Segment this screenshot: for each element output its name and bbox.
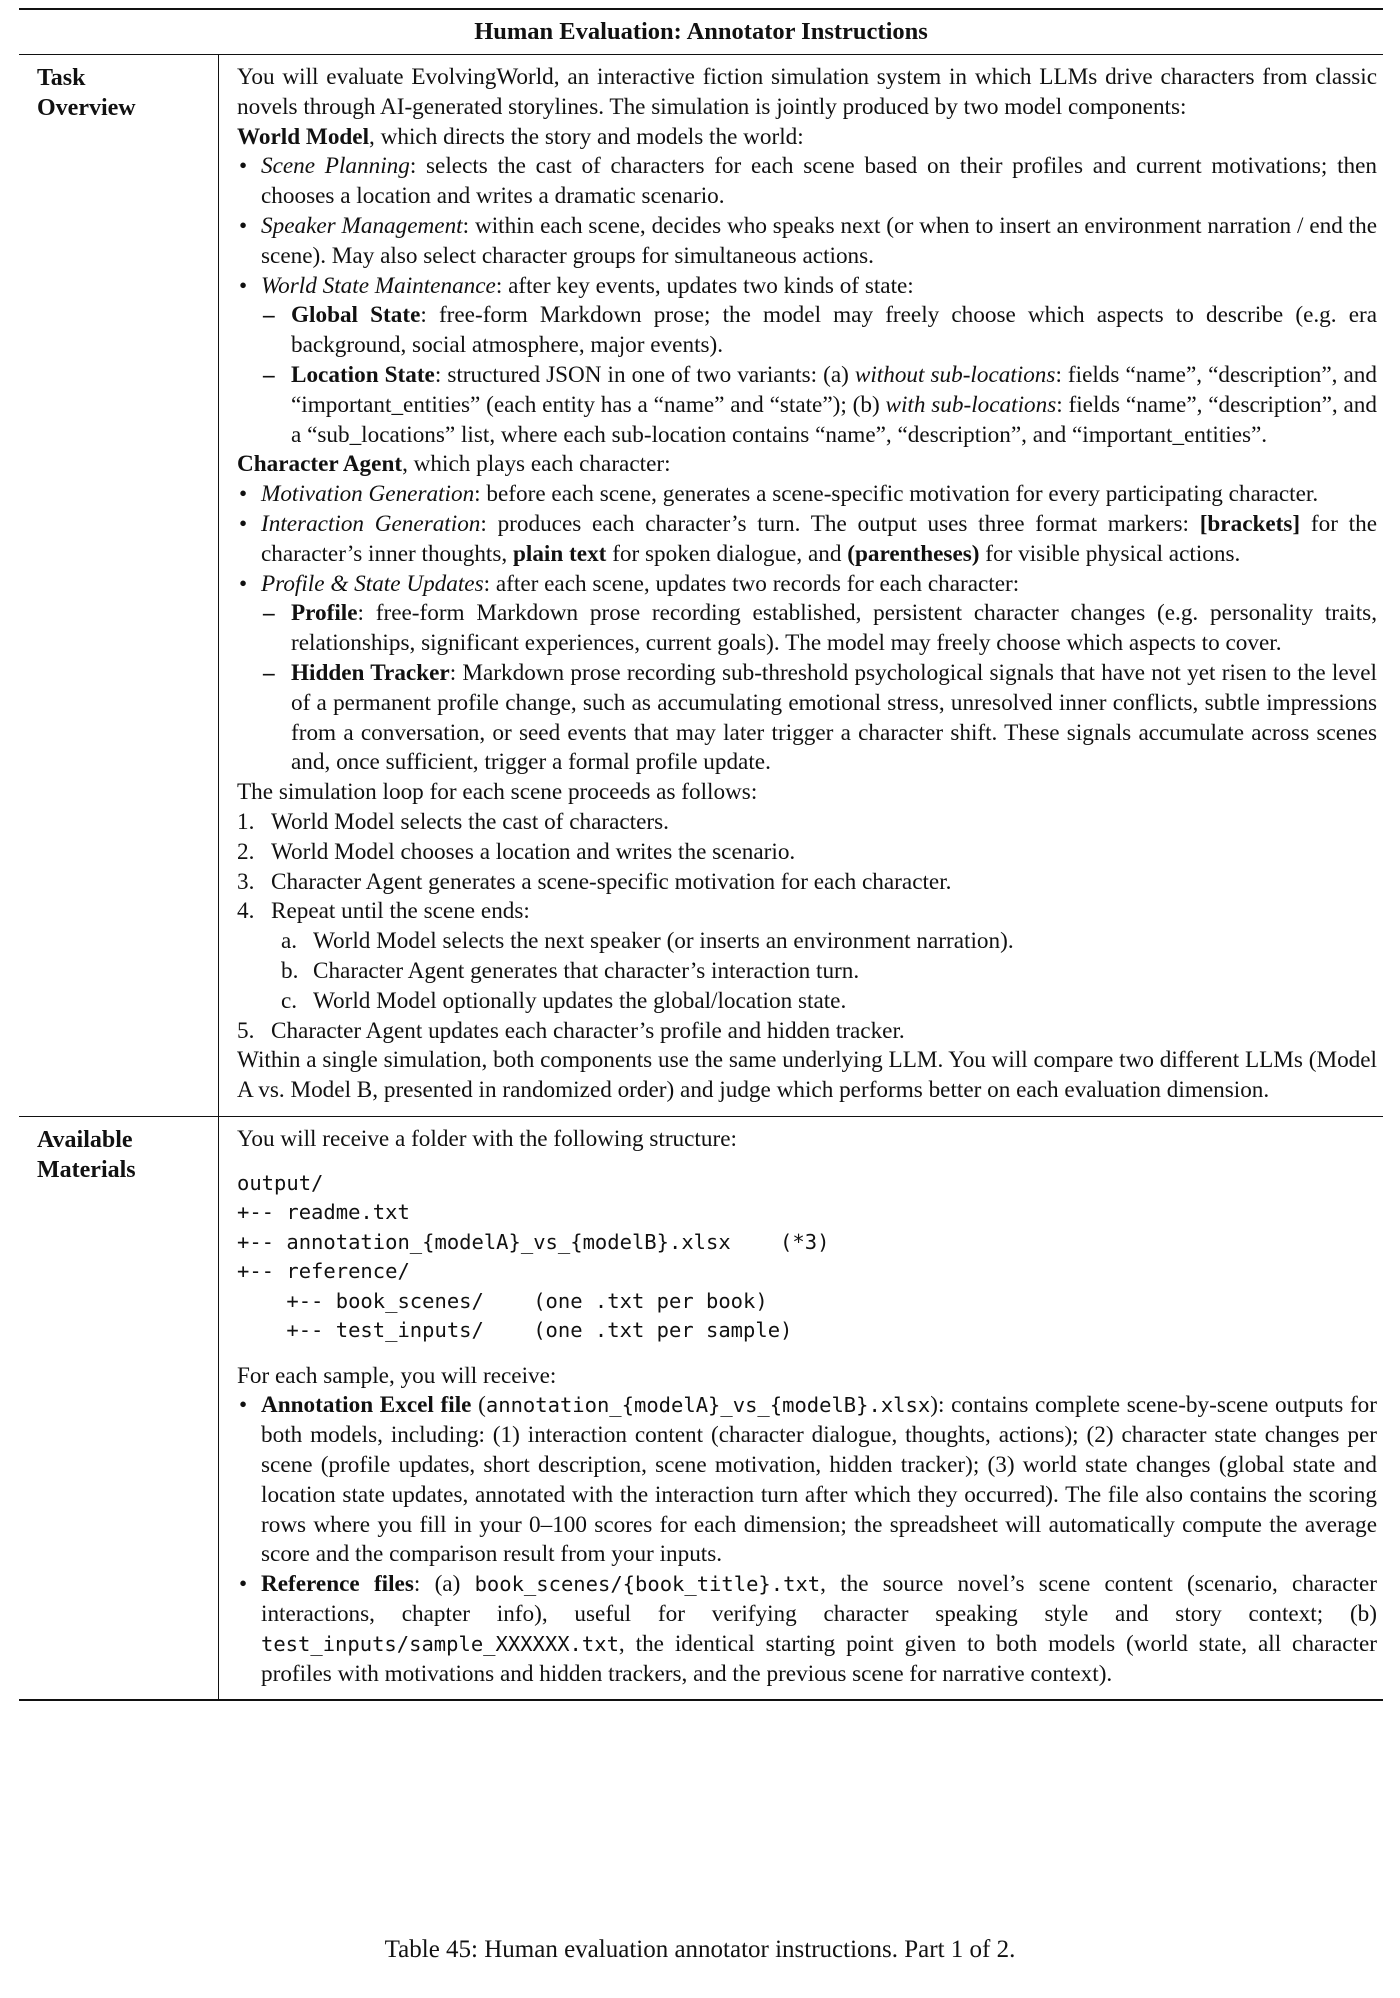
item-text: , the source novel’s scene content (scenario, character interactions, chapter info), useful for verifying character speaking style and story context; (b) bbox=[261, 1571, 1377, 1628]
page bbox=[19, 8, 1383, 1701]
item-text: : after each scene, updates two records for each character: bbox=[483, 570, 1020, 597]
item-name: Interaction Generation bbox=[261, 510, 481, 537]
profile-sublist bbox=[261, 599, 1377, 778]
character-agent-heading bbox=[237, 450, 1377, 480]
loop-substeps bbox=[237, 927, 1377, 1016]
loop-step bbox=[237, 868, 1377, 898]
item-text: ( bbox=[471, 1392, 486, 1419]
world-model-title-rest: , which directs the story and models the world: bbox=[369, 123, 804, 150]
list-item bbox=[237, 212, 1377, 272]
task-overview-content bbox=[219, 55, 1383, 1116]
sub-item-italic: without sub-locations bbox=[854, 361, 1056, 388]
list-item bbox=[237, 272, 1377, 451]
loop-step bbox=[237, 1017, 1377, 1047]
available-materials-label bbox=[19, 1117, 219, 1700]
file-name: annotation_{modelA}_vs_{modelB}.xlsx bbox=[485, 1393, 931, 1418]
item-text: , the identical starting point given to both models (world state, all character profiles with motivations and hidden trackers, and the previous scene for narrative context). bbox=[261, 1630, 1377, 1687]
task-overview-label bbox=[19, 55, 219, 1116]
world-model-list bbox=[237, 152, 1377, 450]
item-name: World State Maintenance bbox=[261, 272, 496, 299]
list-item bbox=[237, 510, 1377, 570]
label-line: Materials bbox=[37, 1156, 136, 1183]
sub-item-text: : fields “name”, “description”, and “important_entities” (each entity has a “name” and “state”); (b) bbox=[291, 361, 1377, 418]
label-line: Task bbox=[37, 65, 86, 91]
format-marker: plain text bbox=[512, 540, 607, 567]
available-materials-row bbox=[19, 1116, 1383, 1700]
substep-text: Character Agent generates that character’s interaction turn. bbox=[313, 957, 860, 984]
character-agent-title: Character Agent bbox=[237, 451, 403, 478]
format-marker: [brackets] bbox=[1199, 510, 1301, 537]
item-text: : (a) bbox=[413, 1571, 475, 1598]
loop-substep bbox=[237, 927, 1377, 957]
list-item bbox=[237, 480, 1377, 510]
loop-steps bbox=[237, 808, 1377, 927]
sub-list-item bbox=[261, 599, 1377, 659]
substep-letter: b. bbox=[281, 957, 299, 984]
list-item bbox=[237, 1391, 1377, 1570]
item-name: Profile & State Updates bbox=[261, 570, 484, 597]
task-overview-row bbox=[19, 55, 1383, 1116]
sub-item-text: : fields “name”, “description”, and a “sub_locations” list, where each sub-location contains “name”, “description”, and “important_entities”. bbox=[291, 391, 1377, 448]
sub-item-name: Profile bbox=[291, 600, 358, 627]
intro-paragraph: You will evaluate EvolvingWorld, an interactive fiction simulation system in which LLMs drive characters from classic novels through AI-generated storylines. The simulation is jointly produced by two model components: bbox=[237, 64, 1377, 120]
loop-intro: The simulation loop for each scene proceeds as follows: bbox=[237, 779, 758, 806]
step-number: 5. bbox=[237, 1017, 255, 1044]
loop-step bbox=[237, 897, 1377, 927]
world-model-title: World Model bbox=[237, 123, 370, 150]
step-text: Character Agent generates a scene-specific motivation for each character. bbox=[271, 868, 952, 895]
step-number: 4. bbox=[237, 898, 255, 925]
materials-list bbox=[237, 1391, 1377, 1689]
substep-text: World Model selects the next speaker (or inserts an environment narration). bbox=[313, 928, 1014, 955]
item-text: : within each scene, decides who speaks next (or when to insert an environment narration / end the scene). May also select character groups for simultaneous actions. bbox=[261, 212, 1377, 269]
file-path: book_scenes/{book_title}.txt bbox=[474, 1572, 821, 1597]
list-item bbox=[237, 570, 1377, 779]
world-state-sublist bbox=[261, 301, 1377, 450]
label-line: Overview bbox=[37, 95, 136, 121]
step-text: Repeat until the scene ends: bbox=[271, 898, 530, 925]
folder-intro: You will receive a folder with the following structure: bbox=[237, 1125, 737, 1152]
sub-item-name: Location State bbox=[291, 361, 435, 388]
step-number: 2. bbox=[237, 838, 255, 865]
instructions-table bbox=[19, 8, 1383, 1701]
substep-letter: a. bbox=[281, 928, 298, 955]
sub-item-italic: with sub-locations bbox=[885, 391, 1057, 418]
character-agent-list bbox=[237, 480, 1377, 778]
loop-steps-end bbox=[237, 1017, 1377, 1047]
sub-item-name: Hidden Tracker bbox=[291, 659, 450, 686]
available-materials-content bbox=[219, 1117, 1383, 1700]
loop-step bbox=[237, 808, 1377, 838]
sub-item-text: : structured JSON in one of two variants: (a) bbox=[434, 361, 855, 388]
sub-item-text: : free-form Markdown prose; the model may freely choose which aspects to describe (e.g. era background, social atmosphere, major events). bbox=[291, 302, 1377, 359]
world-model-heading bbox=[237, 123, 1377, 153]
loop-substep bbox=[237, 957, 1377, 987]
substep-letter: c. bbox=[281, 987, 298, 1014]
item-name: Annotation Excel file bbox=[261, 1392, 472, 1419]
step-text: World Model selects the cast of characters. bbox=[271, 808, 669, 835]
step-text: World Model chooses a location and writes the scenario. bbox=[271, 838, 796, 865]
sub-item-name: Global State bbox=[291, 302, 421, 329]
step-number: 3. bbox=[237, 868, 255, 895]
format-marker: (parentheses) bbox=[847, 540, 980, 567]
item-text: : selects the cast of characters for each scene based on their profiles and current motivations; then chooses a location and writes a dramatic scenario. bbox=[261, 153, 1377, 210]
table-caption: Table 45: Human evaluation annotator instructions. Part 1 of 2. bbox=[384, 1936, 1016, 1963]
list-item bbox=[237, 1570, 1377, 1689]
sub-list-item bbox=[261, 361, 1377, 450]
loop-substep bbox=[237, 987, 1377, 1017]
per-sample-intro: For each sample, you will receive: bbox=[237, 1362, 557, 1389]
step-text: Character Agent updates each character’s profile and hidden tracker. bbox=[271, 1017, 905, 1044]
item-name: Motivation Generation bbox=[261, 481, 475, 508]
item-text: for visible physical actions. bbox=[979, 540, 1241, 567]
character-agent-title-rest: , which plays each character: bbox=[402, 451, 671, 478]
item-text: : before each scene, generates a scene-specific motivation for every participating character. bbox=[474, 481, 1319, 508]
sub-item-text: : free-form Markdown prose recording established, persistent character changes (e.g. personality traits, relationships, significant experiences, current goals). The model may freely choose which aspects to cover. bbox=[291, 600, 1377, 657]
item-text: for spoken dialogue, and bbox=[606, 540, 848, 567]
item-text: : produces each character’s turn. The output uses three format markers: bbox=[480, 510, 1200, 537]
step-number: 1. bbox=[237, 808, 255, 835]
sub-list-item bbox=[261, 301, 1377, 361]
list-item bbox=[237, 152, 1377, 212]
item-text: ): contains complete scene-by-scene outputs for both models, including: (1) interaction content (character dialogue, thoughts, actions); (2) character state changes per scene (profile updates, short description, scene motivation, hidden tracker); (3) world state changes (global state and location state updates, annotated with the interaction turn after which they occurred). The file also contains the scoring rows where you fill in your 0–100 scores for each dimension; the spreadsheet will automatically compute the average score and the comparison result from your inputs. bbox=[261, 1392, 1378, 1568]
item-text: : after key events, updates two kinds of state: bbox=[495, 272, 914, 299]
closing-paragraph: Within a single simulation, both components use the same underlying LLM. You will compare two different LLMs (Model A vs. Model B, presented in randomized order) and judge which performs better on each evaluation dimension. bbox=[237, 1047, 1377, 1104]
table-header: Human Evaluation: Annotator Instructions bbox=[19, 10, 1383, 55]
item-name: Reference files bbox=[261, 1571, 414, 1598]
item-name: Speaker Management bbox=[261, 212, 463, 239]
sub-list-item bbox=[261, 659, 1377, 778]
item-name: Scene Planning bbox=[261, 153, 410, 180]
sub-item-text: : Markdown prose recording sub-threshold psychological signals that have not yet risen to the level of a permanent profile change, such as accumulating emotional stress, unresolved inner conflicts, subtle impressions from a conversation, or seed events that may later trigger a character shift. These signals accumulate across scenes and, once sufficient, trigger a formal profile update. bbox=[291, 659, 1377, 776]
loop-step bbox=[237, 838, 1377, 868]
substep-text: World Model optionally updates the global/location state. bbox=[313, 987, 847, 1014]
folder-tree: output/ +-- readme.txt +-- annotation_{modelA}_vs_{modelB}.xlsx (*3) +-- reference/ +-- book_scenes/ (one .txt per book) +-- test_inputs/ (one .txt per sample) bbox=[237, 1170, 830, 1343]
label-line: Available bbox=[37, 1126, 133, 1153]
file-path: test_inputs/sample_XXXXXX.txt bbox=[261, 1631, 619, 1656]
item-text: for the character’s inner thoughts, bbox=[261, 510, 1377, 567]
